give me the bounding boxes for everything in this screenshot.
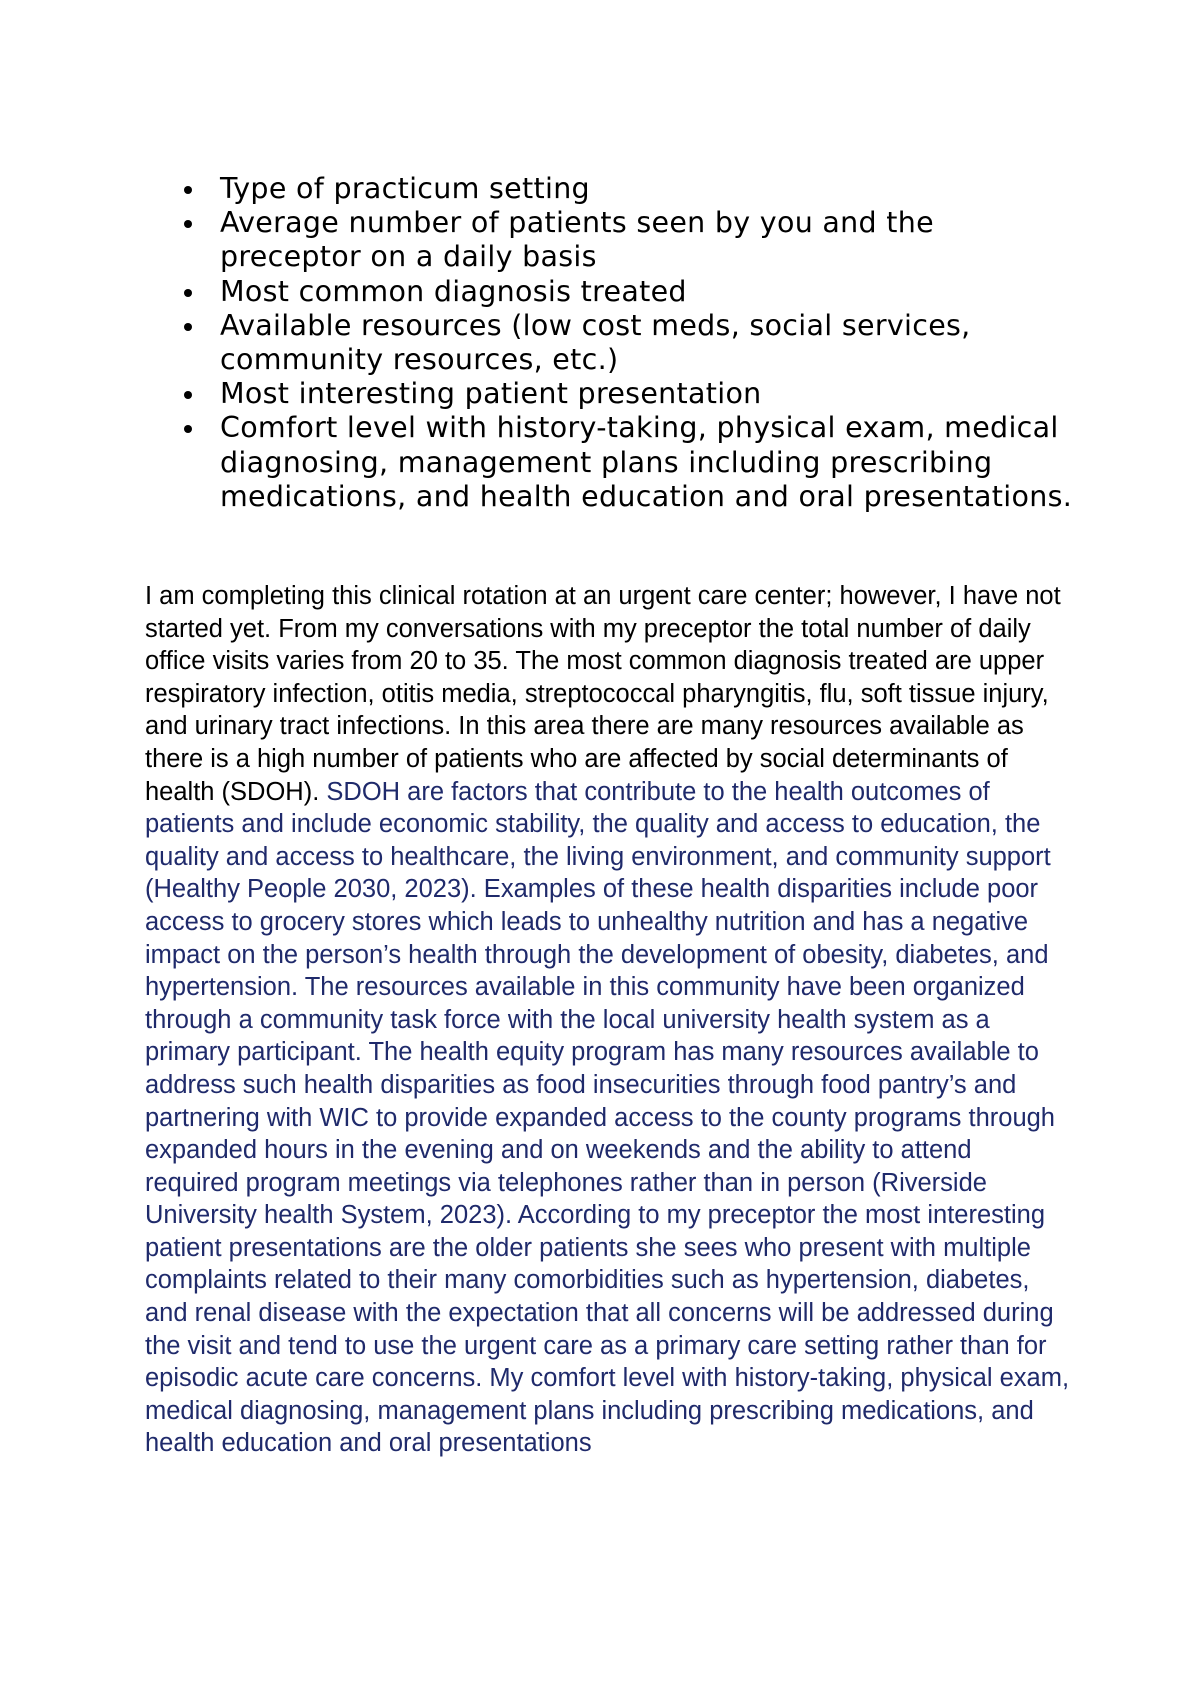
list-item — [180, 411, 1080, 514]
list-item — [180, 172, 1080, 206]
bullet-text: Type of practicum setting — [220, 172, 590, 205]
bullet-text: Available resources (low cost meds, social services, community resources, etc.) — [220, 308, 971, 377]
list-item — [180, 309, 1080, 377]
bullet-text: Average number of patients seen by you and the preceptor on a daily basis — [220, 206, 934, 274]
bullet-icon — [184, 186, 192, 194]
bullet-text: Most interesting patient presentation — [220, 377, 762, 411]
bullet-icon — [184, 323, 192, 331]
paragraph-text-navy: SDOH are factors that contribute to the health outcomes of patients and include economic stability, the quality and access to education, the quality and access to healthcare, the living environment, and community support (Healthy People 2030, 2023). Examples of these health disparities include poor access to grocery stores which leads to unhealthy nutrition and has a negative impact on the person’s health through the development of obesity, diabetes, and hypertension. The resources available in this community have been organized through a community task force with the local university health system as a primary participant. The health equity program has many resources available to address such health disparities as food insecurities through food pantry’s and partnering with WIC to provide expanded access to the county programs through expanded hours in the evening and on weekends and the ability to attend required program meetings via telephones rather than in person (Riverside University health System, 2023). According to my preceptor the most interesting patient presentations are the older patients she sees who present with multiple complaints related to their many comorbidities such as hypertension, diabetes, and renal disease with the expectation that all concerns will be addressed during the visit and tend to use the urgent care as a primary care setting rather than for episodic acute care concerns. My comfort level with history-taking, physical exam, medical diagnosing, management plans including prescribing medications, and health education and oral presentations — [145, 777, 1070, 1458]
list-item — [180, 206, 1080, 274]
bullet-text: Most common diagnosis treated — [220, 274, 687, 308]
bullet-icon — [184, 289, 192, 297]
response-paragraph — [145, 580, 1070, 1460]
list-item — [180, 377, 1080, 411]
bullet-icon — [184, 425, 192, 433]
prompt-bullet-list — [180, 172, 1080, 514]
bullet-icon — [184, 391, 192, 399]
paragraph-text-black: I am completing this clinical rotation at an urgent care center; however, I have not started yet. From my conversations with my preceptor the total number of daily office visits varies from 20 to 35. The most common diagnosis treated are upper respiratory infection, otitis media, streptococcal pharyngitis, flu, soft tissue injury, and urinary tract infections. In this area there are many resources available as there is a high number of patients who are affected by social determinants of health (SDOH). — [145, 582, 1061, 806]
list-item — [180, 275, 1080, 309]
bullet-text: Comfort level with history-taking, physical exam, medical diagnosing, management plans including prescribing medications, and health education and oral presentations. — [220, 411, 1073, 513]
bullet-icon — [184, 220, 192, 228]
